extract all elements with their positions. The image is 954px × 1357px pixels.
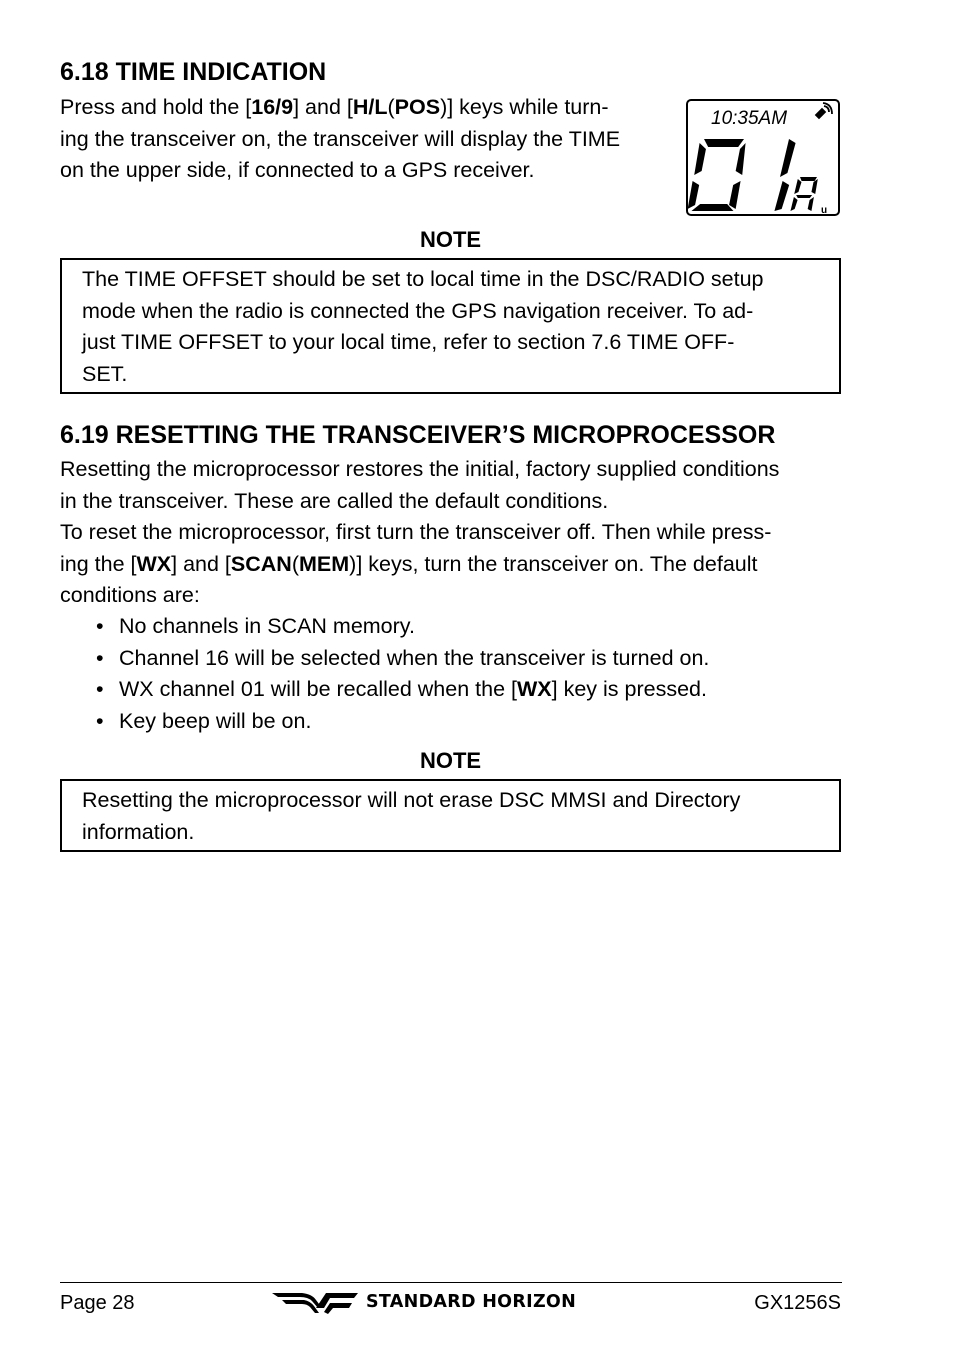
note-label: NOTE [419, 748, 482, 773]
paragraph-line: ing the [WX] and [SCAN(MEM)] keys, turn the transceiver on. The default [60, 551, 758, 576]
note-box-reset [60, 779, 841, 852]
page-number: Page 28 [60, 1292, 135, 1314]
key-label: POS [394, 95, 441, 119]
model-number: GX1256S [754, 1292, 841, 1314]
lcd-time-readout: 10:35AM [711, 108, 788, 129]
list-item: • No channels in SCAN memory. [96, 611, 709, 643]
lcd-sub-letter: u [821, 205, 828, 214]
section-heading-reset-microprocessor: 6.19 RESETTING THE TRANSCEIVER’S MICROPROCESSOR [60, 421, 776, 449]
footer-divider [60, 1282, 842, 1283]
paragraph-line: To reset the microprocessor, first turn the transceiver off. Then while press- [60, 520, 772, 544]
brand-emblem-icon [272, 1290, 358, 1316]
brand-name: STANDARD HORIZON [366, 1292, 577, 1312]
note-box-time-offset [60, 258, 841, 394]
lcd-suffix-letter [790, 177, 818, 211]
time-indication-paragraph [60, 92, 675, 187]
note-line: just TIME OFFSET to your local time, refer to section 7.6 TIME OFF- [82, 330, 735, 354]
note-line: The TIME OFFSET should be set to local time in the DSC/RADIO setup [82, 267, 764, 291]
key-label: SCAN [230, 551, 292, 576]
note-line: SET. [82, 361, 128, 386]
paragraph-line: Press and hold the [16/9] and [H/L(POS)] keys while turn- [60, 95, 609, 119]
lcd-display-illustration [686, 99, 840, 216]
key-label: WX [136, 551, 172, 576]
satellite-icon [816, 103, 832, 118]
lcd-display-svg [688, 101, 838, 214]
note-text [62, 781, 839, 850]
lcd-digit-0 [688, 139, 746, 211]
list-item: • WX channel 01 will be recalled when the [WX] key is pressed. [96, 674, 709, 706]
note-label: NOTE [419, 227, 482, 252]
key-label: WX [516, 677, 552, 701]
note-text [62, 260, 839, 392]
paragraph-line: on the upper side, if connected to a GPS receiver. [60, 158, 535, 182]
note-line: information. [82, 819, 195, 844]
section-heading-time-indication: 6.18 TIME INDICATION [60, 58, 327, 86]
list-item: • Key beep will be on. [96, 706, 709, 738]
paragraph-line: in the transceiver. These are called the default conditions. [60, 488, 609, 513]
note-line: Resetting the microprocessor will not erase DSC MMSI and Directory [82, 788, 741, 812]
key-label: 16/9 [251, 95, 294, 119]
note-line: mode when the radio is connected the GPS navigation receiver. To ad- [82, 298, 754, 323]
key-label: H/L [352, 95, 388, 119]
key-label: MEM [299, 551, 350, 576]
reset-paragraph [60, 454, 842, 612]
paragraph-line: conditions are: [60, 583, 200, 607]
paragraph-line: ing the transceiver on, the transceiver will display the TIME [60, 126, 621, 151]
default-conditions-list [96, 611, 709, 737]
paragraph-line: Resetting the microprocessor restores the initial, factory supplied conditions [60, 457, 780, 481]
lcd-digit-1 [774, 139, 796, 211]
list-item: • Channel 16 will be selected when the transceiver is turned on. [96, 643, 709, 675]
